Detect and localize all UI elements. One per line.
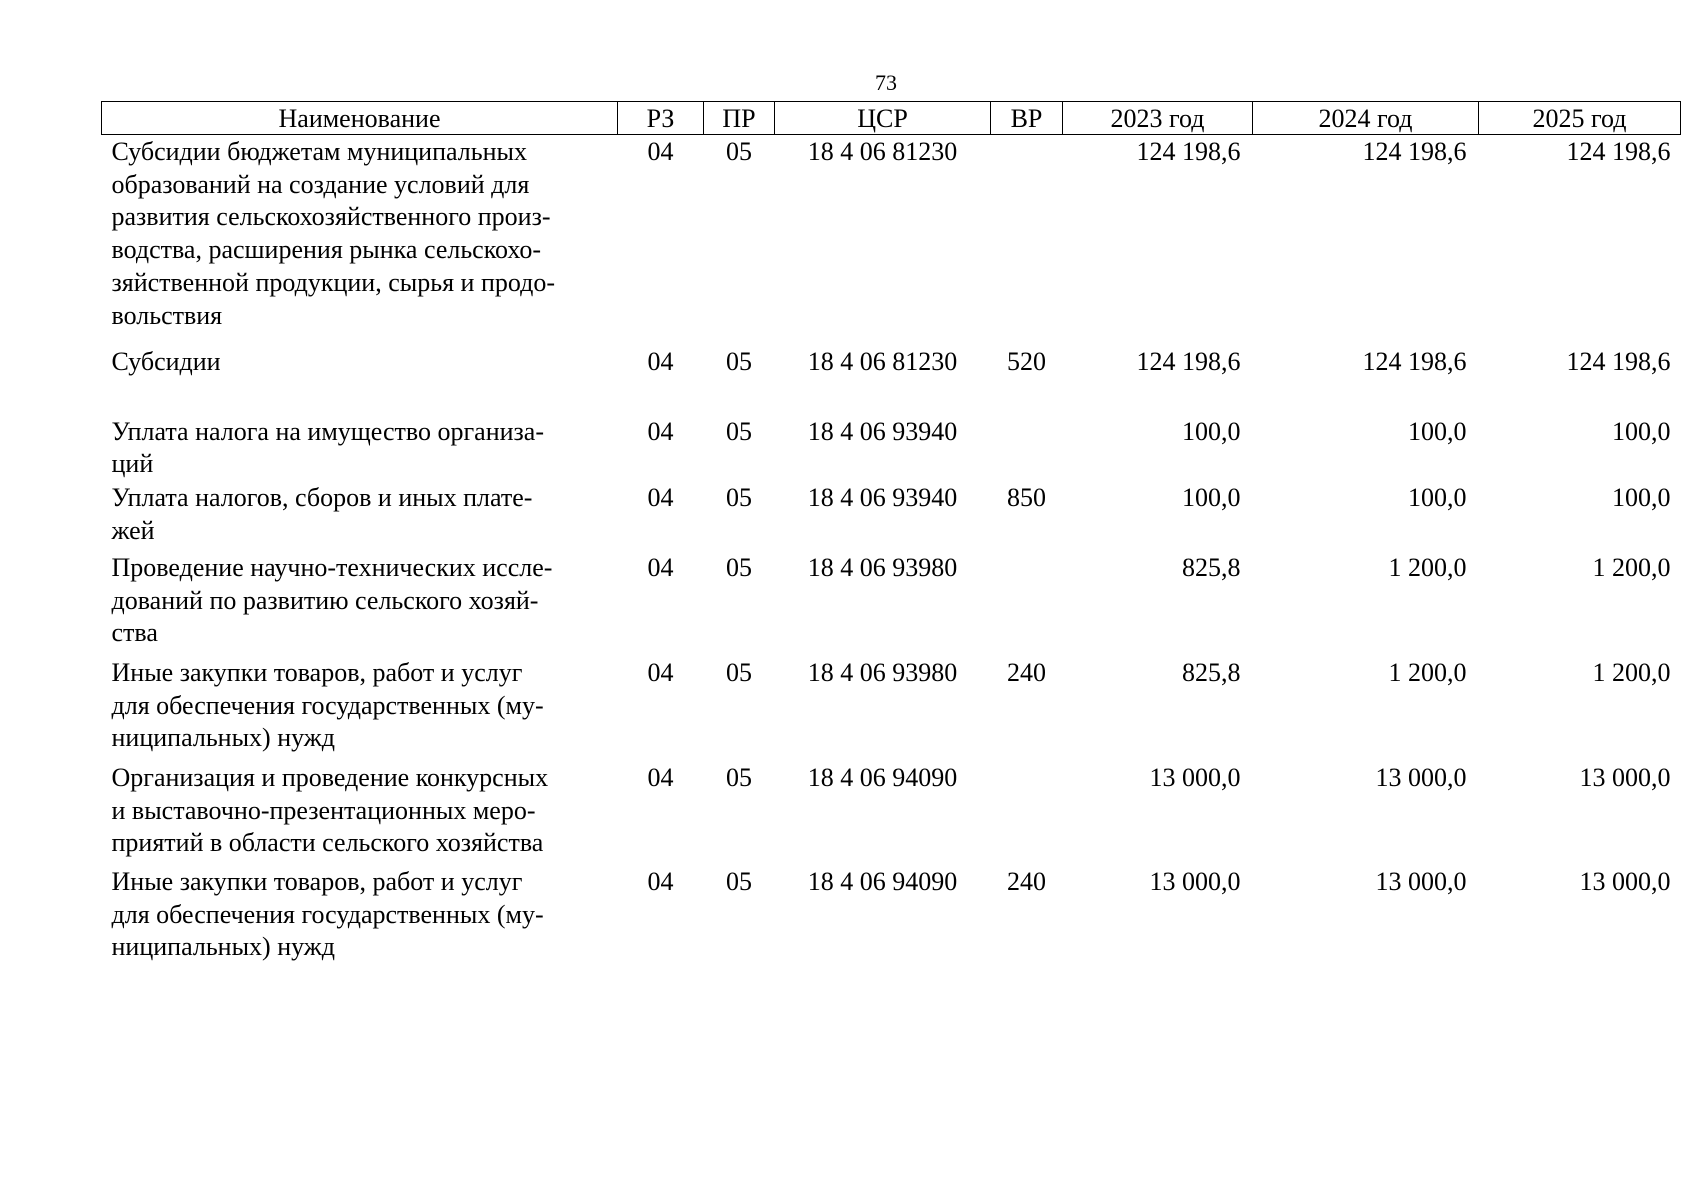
- cell-vr: 520: [1007, 346, 1046, 376]
- cell-y2025: 1 200,0: [1592, 657, 1671, 687]
- cell-y2024: 100,0: [1408, 416, 1467, 446]
- header-2024: 2024 год: [1253, 102, 1479, 135]
- cell-vr: [991, 135, 1063, 345]
- cell-y2024: 124 198,6: [1362, 137, 1467, 166]
- name-line: ций: [111, 449, 154, 479]
- cell-pr: 05: [726, 552, 752, 582]
- cell-y2023: 825,8: [1182, 552, 1241, 582]
- table-row: [102, 865, 1681, 965]
- name-line: вольствия: [111, 300, 223, 330]
- name-line: для обеспечения государственных (му-: [111, 899, 544, 929]
- cell-csr: 18 4 06 94090: [807, 762, 958, 792]
- cell-rz: 04: [647, 762, 674, 792]
- name-line: Иные закупки товаров, работ и услуг: [111, 866, 523, 896]
- cell-vr: 850: [1007, 482, 1046, 512]
- cell-pr: 05: [726, 762, 752, 792]
- name-line: дований по развитию сельского хозяй-: [111, 585, 539, 615]
- name-line: ниципальных) нужд: [111, 932, 335, 962]
- cell-y2023: 124 198,6: [1136, 346, 1241, 376]
- cell-name: [102, 415, 618, 481]
- cell-y2024: 1 200,0: [1388, 552, 1467, 582]
- name-line: зяйственной продукции, сырья и продо-: [111, 267, 556, 297]
- name-line: Организация и проведение конкурсных: [111, 762, 549, 792]
- cell-rz: 04: [647, 416, 674, 446]
- cell-pr: 05: [726, 657, 752, 687]
- cell-rz: 04: [647, 137, 674, 166]
- name-line: для обеспечения государственных (му-: [111, 690, 544, 720]
- name-line: Уплата налогов, сборов и иных плате-: [111, 482, 533, 512]
- header-vr: ВР: [991, 102, 1063, 135]
- table-row: [102, 415, 1681, 481]
- cell-y2025: 100,0: [1612, 482, 1671, 512]
- header-csr: ЦСР: [775, 102, 991, 135]
- cell-csr: 18 4 06 93940: [807, 482, 958, 512]
- table-row: [102, 656, 1681, 761]
- cell-pr: 05: [726, 866, 752, 896]
- cell-y2023: 13 000,0: [1149, 762, 1241, 792]
- cell-y2023: 100,0: [1182, 416, 1241, 446]
- page-number: 73: [875, 70, 897, 95]
- table-row: [102, 135, 1681, 345]
- cell-name: [102, 865, 618, 965]
- name-line: Субсидии бюджетам муниципальных: [111, 137, 527, 166]
- cell-pr: 05: [726, 346, 752, 376]
- cell-y2025: 100,0: [1612, 416, 1671, 446]
- cell-name: [102, 551, 618, 656]
- cell-y2024: 13 000,0: [1375, 762, 1467, 792]
- cell-y2023: 124 198,6: [1136, 137, 1241, 166]
- cell-y2025: 124 198,6: [1566, 137, 1671, 166]
- table-row: [102, 551, 1681, 656]
- cell-csr: 18 4 06 81230: [807, 346, 958, 376]
- cell-pr: 05: [726, 416, 752, 446]
- cell-rz: 04: [647, 866, 674, 896]
- name-line: развития сельскохозяйственного произ-: [111, 202, 551, 232]
- cell-rz: 04: [647, 346, 674, 376]
- cell-y2023: 100,0: [1182, 482, 1241, 512]
- name-line: жей: [111, 515, 155, 545]
- header-2023: 2023 год: [1063, 102, 1253, 135]
- name-line: Проведение научно-технических иссле-: [111, 552, 553, 582]
- header-pr: ПР: [704, 102, 775, 135]
- cell-csr: 18 4 06 93980: [807, 552, 958, 582]
- cell-rz: 04: [647, 552, 674, 582]
- cell-csr: 18 4 06 93980: [807, 657, 958, 687]
- cell-vr: 240: [1007, 866, 1046, 896]
- header-rz: РЗ: [618, 102, 704, 135]
- cell-rz: 04: [647, 657, 674, 687]
- name-line: и выставочно-презентационных меро-: [111, 795, 536, 825]
- cell-y2025: 124 198,6: [1566, 346, 1671, 376]
- name-line: Уплата налога на имущество организа-: [111, 416, 544, 446]
- table-row: [102, 345, 1681, 415]
- cell-pr: 05: [726, 482, 752, 512]
- table-row: [102, 481, 1681, 551]
- name-line: образований на создание условий для: [111, 169, 530, 199]
- cell-name: [102, 345, 618, 415]
- table-body: [102, 135, 1681, 965]
- name-line: приятий в области сельского хозяйства: [111, 828, 544, 858]
- header-name: Наименование: [102, 102, 618, 135]
- cell-pr: 05: [726, 137, 752, 166]
- name-line: водства, расширения рынка сельскохо-: [111, 235, 542, 265]
- cell-y2024: 13 000,0: [1375, 866, 1467, 896]
- cell-y2023: 825,8: [1182, 657, 1241, 687]
- header-2025: 2025 год: [1479, 102, 1681, 135]
- cell-csr: 18 4 06 81230: [807, 137, 958, 166]
- cell-vr: 240: [1007, 657, 1046, 687]
- table-row: [102, 761, 1681, 865]
- name-line: Иные закупки товаров, работ и услуг: [111, 657, 523, 687]
- cell-name: [102, 135, 618, 345]
- cell-y2023: 13 000,0: [1149, 866, 1241, 896]
- cell-y2025: 13 000,0: [1579, 762, 1671, 792]
- cell-rz: 04: [647, 482, 674, 512]
- cell-vr: [991, 761, 1063, 865]
- cell-y2025: 13 000,0: [1579, 866, 1671, 896]
- cell-csr: 18 4 06 94090: [807, 866, 958, 896]
- name-line: ства: [111, 618, 158, 648]
- cell-vr: [991, 551, 1063, 656]
- name-line: ниципальных) нужд: [111, 723, 335, 753]
- cell-y2024: 100,0: [1408, 482, 1467, 512]
- name-line: Субсидии: [111, 346, 221, 376]
- cell-y2024: 1 200,0: [1388, 657, 1467, 687]
- cell-name: [102, 656, 618, 761]
- cell-name: [102, 481, 618, 551]
- cell-y2024: 124 198,6: [1362, 346, 1467, 376]
- cell-vr: [991, 415, 1063, 481]
- budget-table: [101, 101, 1681, 965]
- cell-y2025: 1 200,0: [1592, 552, 1671, 582]
- cell-csr: 18 4 06 93940: [807, 416, 958, 446]
- header-row: [102, 102, 1681, 135]
- table-header: [102, 102, 1681, 135]
- cell-name: [102, 761, 618, 865]
